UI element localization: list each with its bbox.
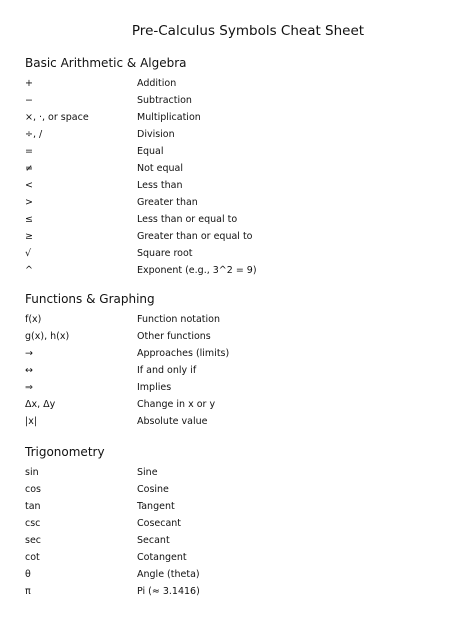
symbol-row [25, 549, 455, 566]
symbol-row [25, 126, 455, 143]
symbol-row [25, 532, 455, 549]
symbol-row [25, 498, 455, 515]
section-trigonometry [25, 443, 455, 600]
symbol-row [25, 464, 455, 481]
symbol-text: sec [25, 535, 42, 546]
symbol-meaning: If and only if [137, 365, 197, 376]
symbol-meaning: Tangent [137, 501, 175, 512]
symbol-meaning: Less than or equal to [137, 214, 238, 225]
symbol-row [25, 75, 455, 92]
symbol-text: ^ [25, 265, 33, 276]
symbol-text: = [25, 146, 33, 157]
symbol-list [25, 75, 455, 279]
symbol-meaning: Change in x or y [137, 399, 216, 410]
symbol-text: g(x), h(x) [25, 331, 70, 342]
symbol-row [25, 396, 455, 413]
symbol-meaning: Division [137, 129, 175, 140]
section-functions-graphing [25, 290, 455, 430]
symbol-meaning: Equal [137, 146, 164, 157]
symbol-meaning: Implies [137, 382, 172, 393]
symbol-meaning: Subtraction [137, 95, 192, 106]
symbol-row [25, 177, 455, 194]
symbol-list [25, 464, 455, 600]
symbol-meaning: Less than [137, 180, 183, 191]
symbol-text: π [25, 586, 31, 597]
symbol-row [25, 481, 455, 498]
symbol-text: ÷, / [25, 129, 43, 140]
symbol-row [25, 566, 455, 583]
symbol-text: → [25, 348, 33, 359]
symbol-text: ↔ [25, 365, 33, 376]
section-heading: Trigonometry [25, 445, 105, 459]
symbol-text: ×, ·, or space [25, 112, 89, 123]
symbol-row [25, 262, 455, 279]
symbol-text: ≤ [25, 214, 33, 225]
symbol-row [25, 311, 455, 328]
symbol-text: sin [25, 467, 39, 478]
symbol-text: |x| [25, 416, 38, 427]
symbol-text: θ [25, 569, 31, 580]
symbol-meaning: Addition [137, 78, 177, 89]
symbol-text: + [25, 78, 33, 89]
symbol-meaning: Greater than [137, 197, 198, 208]
symbol-meaning: Cosecant [137, 518, 182, 529]
symbol-text: f(x) [25, 314, 42, 325]
symbol-meaning: Approaches (limits) [137, 348, 230, 359]
symbol-meaning: Not equal [137, 163, 184, 174]
symbol-row [25, 211, 455, 228]
symbol-row [25, 160, 455, 177]
symbol-row [25, 345, 455, 362]
symbol-text: ≥ [25, 231, 33, 242]
section-heading: Basic Arithmetic & Algebra [25, 56, 187, 70]
symbol-meaning: Function notation [137, 314, 221, 325]
symbol-row [25, 92, 455, 109]
symbol-text: cos [25, 484, 41, 495]
symbol-list [25, 311, 455, 430]
section-basic-arithmetic-algebra [25, 54, 455, 279]
symbol-text: < [25, 180, 33, 191]
symbol-row [25, 194, 455, 211]
symbol-row [25, 515, 455, 532]
symbol-text: Δx, Δy [25, 399, 56, 410]
symbol-meaning: Cosine [137, 484, 169, 495]
symbol-row [25, 143, 455, 160]
symbol-row [25, 379, 455, 396]
symbol-row [25, 413, 455, 430]
symbol-row [25, 245, 455, 262]
symbol-text: tan [25, 501, 41, 512]
symbol-text: − [25, 95, 33, 106]
symbol-row [25, 362, 455, 379]
symbol-row [25, 109, 455, 126]
symbol-meaning: Sine [137, 467, 158, 478]
section-heading: Functions & Graphing [25, 292, 155, 306]
symbol-meaning: Secant [137, 535, 170, 546]
symbol-text: csc [25, 518, 41, 529]
symbol-meaning: Multiplication [137, 112, 201, 123]
symbol-text: cot [25, 552, 40, 563]
symbol-text: ⇒ [25, 382, 33, 393]
symbol-text: > [25, 197, 33, 208]
symbol-meaning: Other functions [137, 331, 211, 342]
symbol-row [25, 583, 455, 600]
page-title: Pre-Calculus Symbols Cheat Sheet [131, 23, 365, 39]
symbol-meaning: Angle (theta) [137, 569, 200, 580]
symbol-meaning: Square root [137, 248, 193, 259]
symbol-meaning: Absolute value [137, 416, 208, 427]
symbol-meaning: Cotangent [137, 552, 187, 563]
symbol-text: √ [25, 248, 32, 259]
symbol-row [25, 228, 455, 245]
symbol-text: ≠ [25, 163, 33, 174]
symbol-meaning: Greater than or equal to [137, 231, 253, 242]
symbol-row [25, 328, 455, 345]
symbol-meaning: Pi (≈ 3.1416) [137, 586, 200, 597]
symbol-meaning: Exponent (e.g., 3^2 = 9) [137, 265, 257, 276]
